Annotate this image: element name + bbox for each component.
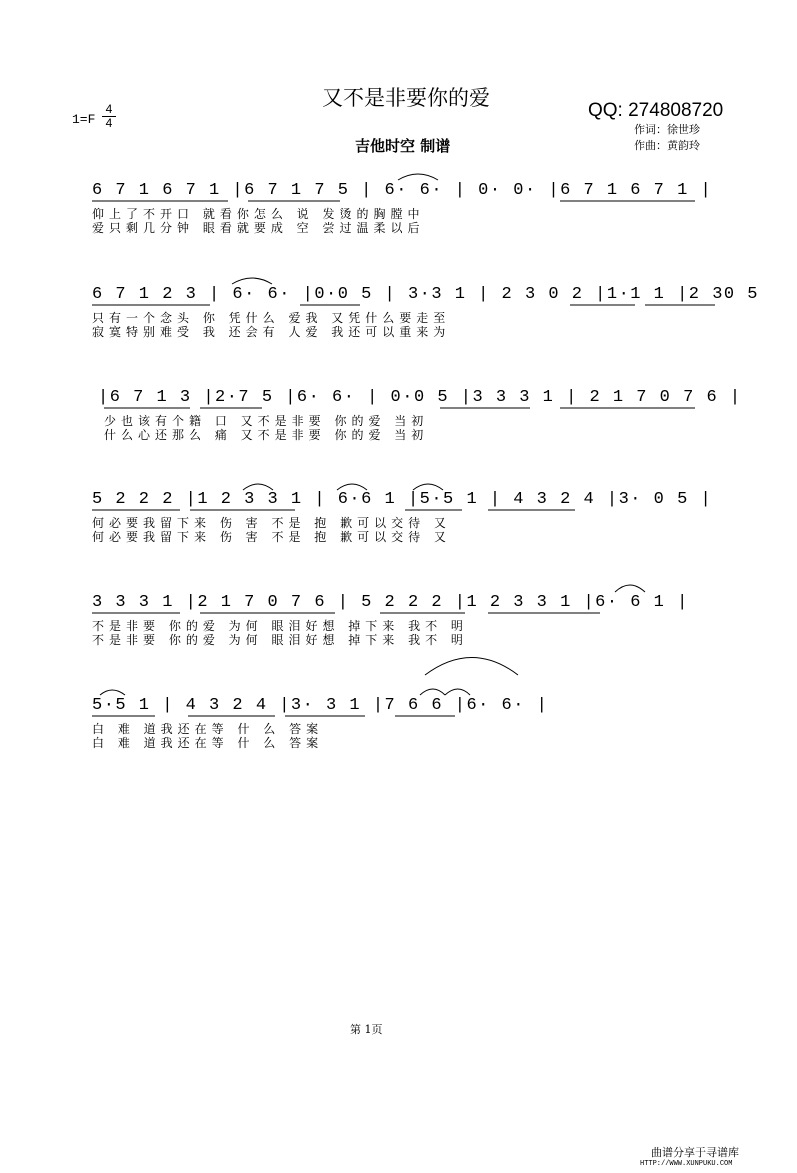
lyrics-row-3-verse-1: 少也该有个籍 口 又不是非要 你的爱 当初 bbox=[104, 414, 429, 428]
lyrics-row-6-verse-1: 白 难 道我还在等 什 么 答案 bbox=[92, 722, 324, 736]
lyrics-row-2-verse-2: 寂寞特别难受 我 还会有 人爱 我还可以重来为 bbox=[92, 325, 451, 339]
key-signature: 1=F bbox=[72, 112, 96, 127]
song-title: 又不是非要你的爱 bbox=[322, 86, 490, 110]
lyricist-credit: 作词：徐世珍 bbox=[634, 123, 700, 136]
notation-row-2: 6 7 1 2 3 | 6· 6· |0·0 5 | 3·3 1 | 2 3 0 2 |1·1 1 |2 30 5 bbox=[92, 285, 759, 304]
lyrics-row-4-verse-2: 何必要我留下来 伤 害 不是 抱 歉可以交待 又 bbox=[92, 530, 451, 544]
arranger-credit: 吉他时空 制谱 bbox=[355, 137, 451, 155]
composer-credit: 作曲：黄韵玲 bbox=[634, 139, 700, 152]
notation-row-1: 6 7 1 6 7 1 |6 7 1 7 5 | 6· 6· | 0· 0· |6 7 1 6 7 1 | bbox=[92, 181, 713, 200]
notation-row-5: 3 3 3 1 |2 1 7 0 7 6 | 5 2 2 2 |1 2 3 3 1 |6· 6 1 | bbox=[92, 593, 689, 612]
footer-credit: 曲谱分享于寻谱库 bbox=[651, 1146, 739, 1159]
qq-contact: QQ: 274808720 bbox=[588, 100, 724, 121]
notation-row-4: 5 2 2 2 |1 2 3 3 1 | 6·6 1 |5·5 1 | 4 3 2 4 |3· 0 5 | bbox=[92, 490, 713, 509]
lyrics-row-1-verse-2: 爱只剩几分钟 眼看就要成 空 尝过温柔以后 bbox=[92, 221, 425, 235]
notation-row-6: 5·5 1 | 4 3 2 4 |3· 3 1 |7 6 6 |6· 6· | bbox=[92, 696, 549, 715]
page-number: 第 1页 bbox=[350, 1023, 383, 1036]
time-signature-top: 4 bbox=[105, 102, 113, 116]
lyrics-row-6-verse-2: 白 难 道我还在等 什 么 答案 bbox=[92, 736, 324, 750]
time-signature-bottom: 4 bbox=[105, 116, 113, 130]
lyrics-row-1-verse-1: 仰上了不开口 就看你怎么 说 发烫的胸膛中 bbox=[92, 207, 425, 221]
notation-row-3: |6 7 1 3 |2·7 5 |6· 6· | 0·0 5 |3 3 3 1 | 2 1 7 0 7 6 | bbox=[98, 388, 742, 407]
footer-url: HTTP://WWW.XUNPUKU.COM bbox=[640, 1160, 733, 1168]
lyrics-row-2-verse-1: 只有一个念头 你 凭什么 爱我 又凭什么要走至 bbox=[92, 311, 451, 325]
lyrics-row-4-verse-1: 何必要我留下来 伤 害 不是 抱 歉可以交待 又 bbox=[92, 516, 451, 530]
lyrics-row-3-verse-2: 什么心还那么 痛 又不是非要 你的爱 当初 bbox=[104, 428, 429, 442]
lyrics-row-5-verse-2: 不是非要 你的爱 为何 眼泪好想 掉下来 我不 明 bbox=[92, 633, 468, 647]
lyrics-row-5-verse-1: 不是非要 你的爱 为何 眼泪好想 掉下来 我不 明 bbox=[92, 619, 468, 633]
